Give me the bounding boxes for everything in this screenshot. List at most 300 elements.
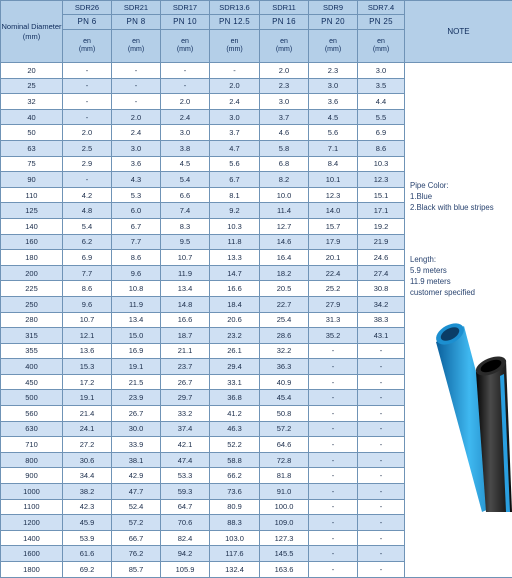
wall-thickness-cell: 11.9 [161,265,210,281]
nominal-diameter-cell: 1800 [1,562,63,578]
nominal-diameter-cell: 50 [1,125,63,141]
length-option: customer specified [410,287,475,298]
nominal-diameter-unit: (mm) [23,32,41,41]
wall-thickness-cell: - [63,78,112,94]
wall-thickness-cell: 2.0 [260,63,309,79]
wall-thickness-cell: 85.7 [112,562,161,578]
wall-thickness-cell: 10.1 [309,172,358,188]
wall-thickness-cell: 6.6 [161,187,210,203]
pipe-color-option: 1.Blue [410,191,494,202]
wall-thickness-cell: 14.8 [161,296,210,312]
wall-thickness-cell: 3.0 [161,125,210,141]
wall-thickness-cell: 30.0 [112,421,161,437]
wall-thickness-cell: 66.7 [112,530,161,546]
wall-thickness-cell: 94.2 [161,546,210,562]
nominal-diameter-cell: 140 [1,218,63,234]
wall-thickness-cell: 20.1 [309,250,358,266]
wall-thickness-cell: - [112,63,161,79]
wall-thickness-cell: 145.5 [260,546,309,562]
wall-thickness-cell: 52.4 [112,499,161,515]
wall-thickness-cell: - [309,421,358,437]
sdr-header: SDR21 [112,1,161,15]
wall-thickness-cell: 7.7 [112,234,161,250]
wall-thickness-cell: 22.4 [309,265,358,281]
nominal-diameter-cell: 25 [1,78,63,94]
wall-thickness-cell: 2.0 [210,78,260,94]
length-note [410,254,475,298]
wall-thickness-cell: 4.6 [260,125,309,141]
wall-thickness-cell: 8.6 [112,250,161,266]
wall-thickness-cell: 42.3 [63,499,112,515]
wall-thickness-cell: 7.1 [309,140,358,156]
pn-header: PN 10 [161,15,210,30]
wall-thickness-cell: 18.2 [260,265,309,281]
wall-thickness-cell: 2.0 [63,125,112,141]
nominal-diameter-cell: 180 [1,250,63,266]
wall-thickness-cell: 20.5 [260,281,309,297]
sdr-header: SDR11 [260,1,309,15]
wall-thickness-cell: 8.6 [63,281,112,297]
nominal-diameter-cell: 400 [1,359,63,375]
nominal-diameter-cell: 560 [1,406,63,422]
wall-thickness-cell: 3.0 [112,140,161,156]
wall-thickness-cell: 58.8 [210,452,260,468]
wall-thickness-cell: 8.3 [161,218,210,234]
sdr-header: SDR9 [309,1,358,15]
nominal-diameter-cell: 40 [1,109,63,125]
wall-thickness-cell: 4.8 [63,203,112,219]
wall-thickness-cell: 29.7 [161,390,210,406]
sdr-header: SDR7.4 [358,1,405,15]
wall-thickness-cell: - [161,63,210,79]
wall-thickness-cell: - [358,515,405,531]
wall-thickness-cell: 6.8 [260,156,309,172]
nominal-diameter-cell: 710 [1,437,63,453]
wall-thickness-cell: - [309,406,358,422]
wall-thickness-cell: - [309,343,358,359]
wall-thickness-cell: 2.4 [161,109,210,125]
wall-thickness-cell: 50.8 [260,406,309,422]
wall-thickness-cell: 4.5 [161,156,210,172]
wall-thickness-cell: - [358,452,405,468]
wall-thickness-cell: 13.4 [112,312,161,328]
length-title: Length: [410,254,475,265]
nominal-diameter-cell: 125 [1,203,63,219]
wall-thickness-cell: - [358,530,405,546]
wall-thickness-cell: 13.3 [210,250,260,266]
wall-thickness-cell: 8.4 [309,156,358,172]
wall-thickness-cell: 26.7 [112,406,161,422]
wall-thickness-cell: - [309,359,358,375]
wall-thickness-cell: 16.4 [260,250,309,266]
wall-thickness-cell: 3.0 [260,94,309,110]
wall-thickness-cell: 33.1 [210,374,260,390]
wall-thickness-cell: 24.6 [358,250,405,266]
wall-thickness-cell: 4.2 [63,187,112,203]
wall-thickness-cell: - [309,468,358,484]
length-option: 11.9 meters [410,276,475,287]
wall-thickness-cell: 59.3 [161,484,210,500]
wall-thickness-cell: 37.4 [161,421,210,437]
wall-thickness-cell: 12.1 [63,328,112,344]
en-header: en (mm) [210,30,260,63]
wall-thickness-cell: 15.0 [112,328,161,344]
wall-thickness-cell: 66.2 [210,468,260,484]
wall-thickness-cell: 21.4 [63,406,112,422]
wall-thickness-cell: 38.3 [358,312,405,328]
wall-thickness-cell: 24.1 [63,421,112,437]
wall-thickness-cell: - [358,437,405,453]
wall-thickness-cell: 6.0 [112,203,161,219]
wall-thickness-cell: 15.1 [358,187,405,203]
wall-thickness-cell: 6.7 [112,218,161,234]
nominal-diameter-cell: 110 [1,187,63,203]
wall-thickness-cell: 127.3 [260,530,309,546]
wall-thickness-cell: 33.2 [161,406,210,422]
wall-thickness-cell: 2.0 [112,109,161,125]
en-header: en (mm) [161,30,210,63]
wall-thickness-cell: 32.2 [260,343,309,359]
wall-thickness-cell: 11.4 [260,203,309,219]
wall-thickness-cell: 30.8 [358,281,405,297]
wall-thickness-cell: 53.3 [161,468,210,484]
nominal-diameter-label: Nominal Diameter [1,22,61,31]
wall-thickness-cell: - [358,390,405,406]
nominal-diameter-cell: 630 [1,421,63,437]
wall-thickness-cell: 57.2 [260,421,309,437]
wall-thickness-cell: 27.4 [358,265,405,281]
wall-thickness-cell: 13.4 [161,281,210,297]
wall-thickness-cell: 7.7 [63,265,112,281]
wall-thickness-cell: 26.7 [161,374,210,390]
wall-thickness-cell: - [309,499,358,515]
pn-header: PN 16 [260,15,309,30]
wall-thickness-cell: 40.9 [260,374,309,390]
wall-thickness-cell: 70.6 [161,515,210,531]
wall-thickness-cell: 16.6 [210,281,260,297]
wall-thickness-cell: 5.4 [63,218,112,234]
wall-thickness-cell: - [358,562,405,578]
wall-thickness-cell: 12.3 [358,172,405,188]
wall-thickness-cell: 3.0 [358,63,405,79]
wall-thickness-cell: 47.7 [112,484,161,500]
wall-thickness-cell: 52.2 [210,437,260,453]
wall-thickness-cell: 8.2 [260,172,309,188]
wall-thickness-cell: 105.9 [161,562,210,578]
wall-thickness-cell: 46.3 [210,421,260,437]
wall-thickness-cell: 53.9 [63,530,112,546]
wall-thickness-cell: 5.3 [112,187,161,203]
nominal-diameter-cell: 32 [1,94,63,110]
wall-thickness-cell: - [210,63,260,79]
table-row [1,63,512,79]
nominal-diameter-cell: 315 [1,328,63,344]
wall-thickness-cell: 80.9 [210,499,260,515]
wall-thickness-cell: - [112,94,161,110]
wall-thickness-cell: 69.2 [63,562,112,578]
en-header: en (mm) [112,30,161,63]
wall-thickness-cell: 10.3 [210,218,260,234]
wall-thickness-cell: - [309,515,358,531]
wall-thickness-cell: - [358,468,405,484]
wall-thickness-cell: - [63,63,112,79]
wall-thickness-cell: 31.3 [309,312,358,328]
wall-thickness-cell: - [63,172,112,188]
wall-thickness-cell: 2.5 [63,140,112,156]
wall-thickness-cell: 17.2 [63,374,112,390]
wall-thickness-cell: - [358,546,405,562]
pipe-color-option: 2.Black with blue stripes [410,202,494,213]
wall-thickness-cell: 16.9 [112,343,161,359]
wall-thickness-cell: 3.0 [309,78,358,94]
nominal-diameter-cell: 63 [1,140,63,156]
nominal-diameter-cell: 75 [1,156,63,172]
wall-thickness-cell: 64.7 [161,499,210,515]
wall-thickness-cell: 88.3 [210,515,260,531]
wall-thickness-cell: 5.6 [309,125,358,141]
wall-thickness-cell: - [161,78,210,94]
wall-thickness-cell: 10.0 [260,187,309,203]
wall-thickness-cell: 26.1 [210,343,260,359]
wall-thickness-cell: 19.2 [358,218,405,234]
wall-thickness-cell: 2.3 [260,78,309,94]
wall-thickness-cell: 16.6 [161,312,210,328]
wall-thickness-cell: 23.9 [112,390,161,406]
wall-thickness-cell: 82.4 [161,530,210,546]
wall-thickness-cell: 72.8 [260,452,309,468]
wall-thickness-cell: - [309,530,358,546]
wall-thickness-cell: 13.6 [63,343,112,359]
pn-header: PN 25 [358,15,405,30]
wall-thickness-cell: - [358,374,405,390]
wall-thickness-cell: 81.8 [260,468,309,484]
wall-thickness-cell: 61.6 [63,546,112,562]
nominal-diameter-cell: 160 [1,234,63,250]
wall-thickness-cell: 8.1 [210,187,260,203]
wall-thickness-cell: - [63,109,112,125]
pipe-color-title: Pipe Color: [410,180,494,191]
wall-thickness-cell: - [309,390,358,406]
wall-thickness-cell: 6.2 [63,234,112,250]
wall-thickness-cell: - [309,374,358,390]
wall-thickness-cell: 29.4 [210,359,260,375]
wall-thickness-cell: 3.0 [210,109,260,125]
wall-thickness-cell: 19.1 [112,359,161,375]
nominal-diameter-cell: 1200 [1,515,63,531]
nominal-diameter-cell: 1100 [1,499,63,515]
wall-thickness-cell: 11.8 [210,234,260,250]
wall-thickness-cell: 45.9 [63,515,112,531]
wall-thickness-cell: 132.4 [210,562,260,578]
nominal-diameter-cell: 900 [1,468,63,484]
sdr-header: SDR17 [161,1,210,15]
wall-thickness-cell: 43.1 [358,328,405,344]
wall-thickness-cell: - [309,437,358,453]
wall-thickness-cell: 100.0 [260,499,309,515]
nominal-diameter-cell: 200 [1,265,63,281]
wall-thickness-cell: - [358,406,405,422]
wall-thickness-cell: - [63,94,112,110]
nominal-diameter-cell: 280 [1,312,63,328]
wall-thickness-cell: 38.2 [63,484,112,500]
wall-thickness-cell: 9.6 [63,296,112,312]
wall-thickness-cell: 9.2 [210,203,260,219]
wall-thickness-cell: 91.0 [260,484,309,500]
wall-thickness-cell: 35.2 [309,328,358,344]
sdr-header: SDR13.6 [210,1,260,15]
wall-thickness-cell: 36.3 [260,359,309,375]
wall-thickness-cell: 11.9 [112,296,161,312]
wall-thickness-cell: 21.5 [112,374,161,390]
wall-thickness-cell: 12.7 [260,218,309,234]
wall-thickness-cell: 28.6 [260,328,309,344]
nominal-diameter-cell: 250 [1,296,63,312]
wall-thickness-cell: 17.9 [309,234,358,250]
note-header: NOTE [405,1,512,63]
wall-thickness-cell: 15.7 [309,218,358,234]
wall-thickness-cell: 103.0 [210,530,260,546]
wall-thickness-cell: 5.5 [358,109,405,125]
wall-thickness-cell: 76.2 [112,546,161,562]
pipe-color-note [410,180,494,213]
wall-thickness-cell: 2.9 [63,156,112,172]
wall-thickness-cell: 4.3 [112,172,161,188]
wall-thickness-cell: - [358,421,405,437]
wall-thickness-cell: 2.3 [309,63,358,79]
wall-thickness-cell: 3.6 [309,94,358,110]
wall-thickness-cell: - [358,343,405,359]
wall-thickness-cell: 3.5 [358,78,405,94]
wall-thickness-cell: 45.4 [260,390,309,406]
wall-thickness-cell: 14.7 [210,265,260,281]
nominal-diameter-cell: 1000 [1,484,63,500]
wall-thickness-cell: 34.4 [63,468,112,484]
wall-thickness-cell: 18.4 [210,296,260,312]
pn-header: PN 20 [309,15,358,30]
wall-thickness-cell: 33.9 [112,437,161,453]
wall-thickness-cell: 7.4 [161,203,210,219]
wall-thickness-cell: - [112,78,161,94]
wall-thickness-cell: 109.0 [260,515,309,531]
wall-thickness-cell: 163.6 [260,562,309,578]
nominal-diameter-header [1,1,63,63]
wall-thickness-cell: 10.7 [63,312,112,328]
nominal-diameter-cell: 1600 [1,546,63,562]
length-option: 5.9 meters [410,265,475,276]
wall-thickness-cell: 4.5 [309,109,358,125]
wall-thickness-cell: 64.6 [260,437,309,453]
wall-thickness-cell: 5.8 [260,140,309,156]
wall-thickness-cell: 14.6 [260,234,309,250]
wall-thickness-cell: 23.2 [210,328,260,344]
wall-thickness-cell: 4.7 [210,140,260,156]
nominal-diameter-cell: 1400 [1,530,63,546]
nominal-diameter-cell: 20 [1,63,63,79]
wall-thickness-cell: 5.4 [161,172,210,188]
wall-thickness-cell: 23.7 [161,359,210,375]
wall-thickness-cell: 42.9 [112,468,161,484]
nominal-diameter-cell: 355 [1,343,63,359]
wall-thickness-cell: - [309,562,358,578]
wall-thickness-cell: - [309,484,358,500]
wall-thickness-cell: 73.6 [210,484,260,500]
wall-thickness-cell: - [309,546,358,562]
nominal-diameter-cell: 800 [1,452,63,468]
en-header: en (mm) [358,30,405,63]
wall-thickness-cell: 27.2 [63,437,112,453]
wall-thickness-cell: 8.6 [358,140,405,156]
wall-thickness-cell: 10.8 [112,281,161,297]
wall-thickness-cell: 3.7 [260,109,309,125]
wall-thickness-cell: 25.2 [309,281,358,297]
wall-thickness-cell: 2.0 [161,94,210,110]
wall-thickness-cell: 6.9 [63,250,112,266]
sdr-header: SDR26 [63,1,112,15]
nominal-diameter-cell: 500 [1,390,63,406]
wall-thickness-cell: 12.3 [309,187,358,203]
wall-thickness-cell: 30.6 [63,452,112,468]
wall-thickness-cell: 22.7 [260,296,309,312]
wall-thickness-cell: 27.9 [309,296,358,312]
wall-thickness-cell: 57.2 [112,515,161,531]
nominal-diameter-cell: 90 [1,172,63,188]
wall-thickness-cell: 36.8 [210,390,260,406]
en-header: en (mm) [260,30,309,63]
wall-thickness-cell: - [358,499,405,515]
wall-thickness-cell: 9.5 [161,234,210,250]
wall-thickness-cell: 47.4 [161,452,210,468]
wall-thickness-cell: 6.7 [210,172,260,188]
wall-thickness-cell: 2.4 [210,94,260,110]
pipe-photo [430,300,512,512]
nominal-diameter-cell: 450 [1,374,63,390]
en-header: en (mm) [63,30,112,63]
wall-thickness-cell: 6.9 [358,125,405,141]
wall-thickness-cell: 41.2 [210,406,260,422]
wall-thickness-cell: 10.3 [358,156,405,172]
wall-thickness-cell: 34.2 [358,296,405,312]
wall-thickness-cell: 21.9 [358,234,405,250]
wall-thickness-cell: 4.4 [358,94,405,110]
wall-thickness-cell: 5.6 [210,156,260,172]
en-header: en (mm) [309,30,358,63]
wall-thickness-cell: 21.1 [161,343,210,359]
wall-thickness-cell: 19.1 [63,390,112,406]
wall-thickness-cell: 25.4 [260,312,309,328]
wall-thickness-cell: 2.4 [112,125,161,141]
wall-thickness-cell: 3.7 [210,125,260,141]
wall-thickness-cell: - [358,484,405,500]
pn-header: PN 8 [112,15,161,30]
pn-header: PN 6 [63,15,112,30]
wall-thickness-cell: 3.8 [161,140,210,156]
wall-thickness-cell: 20.6 [210,312,260,328]
wall-thickness-cell: 18.7 [161,328,210,344]
wall-thickness-cell: 10.7 [161,250,210,266]
wall-thickness-cell: 38.1 [112,452,161,468]
wall-thickness-cell: 42.1 [161,437,210,453]
wall-thickness-cell: 17.1 [358,203,405,219]
wall-thickness-cell: - [309,452,358,468]
wall-thickness-cell: 117.6 [210,546,260,562]
wall-thickness-cell: 9.6 [112,265,161,281]
wall-thickness-cell: 3.6 [112,156,161,172]
wall-thickness-cell: - [358,359,405,375]
nominal-diameter-cell: 225 [1,281,63,297]
pn-header: PN 12.5 [210,15,260,30]
wall-thickness-cell: 15.3 [63,359,112,375]
wall-thickness-cell: 14.0 [309,203,358,219]
